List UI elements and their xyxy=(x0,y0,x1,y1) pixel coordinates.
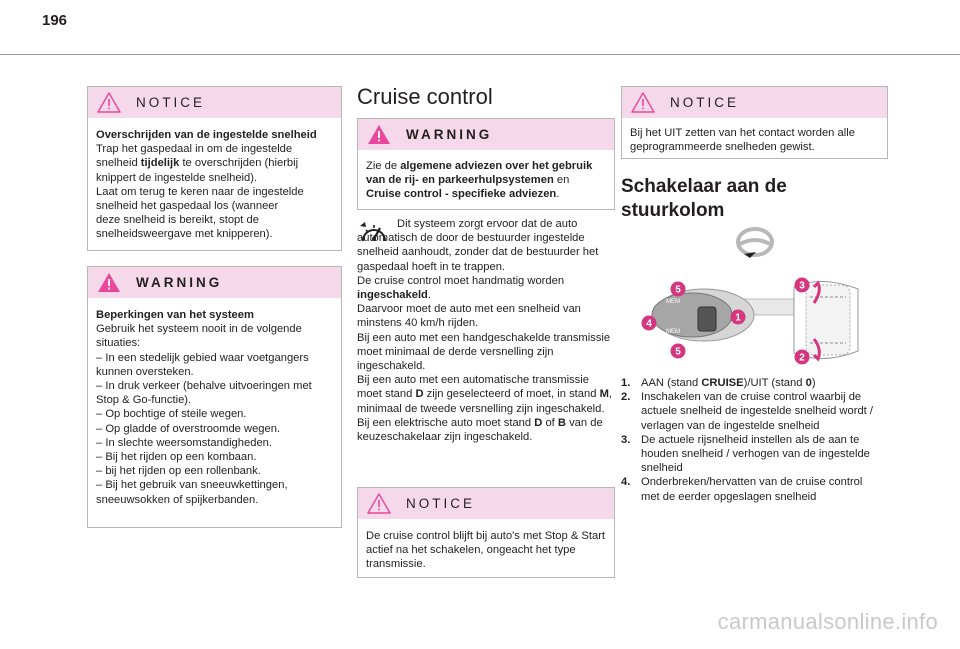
list-item: – In druk verkeer (behalve uitvoeringen met Stop & Go-functie). xyxy=(96,380,312,407)
item-text: Onderbreken/hervatten van de cruise control met de eerder opgeslagen snelheid xyxy=(641,476,863,503)
svg-text:5: 5 xyxy=(675,284,681,296)
list-item: – Op bochtige of steile wegen. xyxy=(96,408,247,421)
warning-triangle-icon xyxy=(367,124,391,145)
item-number: 2. xyxy=(621,391,631,404)
warning-triangle-icon xyxy=(97,272,121,293)
bold-text: B xyxy=(557,416,566,429)
text: en xyxy=(553,174,570,187)
callout-1 xyxy=(731,310,746,325)
text: , minimaal de tweede versnelling zijn ingeschakeld. xyxy=(357,388,612,415)
list-item: – Bij het rijden op een kombaan. xyxy=(96,451,257,464)
warning-header xyxy=(88,267,341,298)
bold-text: D xyxy=(415,388,424,401)
bold-text: Cruise control - specifieke adviezen xyxy=(366,188,557,201)
header-rule xyxy=(0,54,960,55)
warning-title: Beperkingen van het systeem xyxy=(96,309,254,321)
text-line: snelheidsweergave met knipperen). xyxy=(96,228,273,241)
list-item xyxy=(621,475,881,503)
switch-function-list xyxy=(621,376,881,504)
item-text: De actuele rijsnelheid instellen als de aan te houden snelheid / verhogen van de ingestelde snelheid xyxy=(641,433,870,475)
warning-header xyxy=(358,119,614,150)
item-number: 3. xyxy=(621,433,631,446)
text: De cruise control moet handmatig worden xyxy=(357,274,565,287)
paragraph xyxy=(357,373,613,416)
list-item: – In een stedelijk gebied waar voetgangers kunnen oversteken. xyxy=(96,351,309,378)
warning-intro: Gebruik het systeem nooit in de volgende situaties: xyxy=(96,323,302,350)
list-item: – Bij het gebruik van sneeuwkettingen, sneeuwsokken of spijkerbanden. xyxy=(96,479,288,506)
callout-4 xyxy=(642,316,657,331)
text: . xyxy=(427,289,431,302)
text: Zie de xyxy=(366,160,401,172)
bold-word: tijdelijk xyxy=(140,157,180,170)
lever-label-top: MEM xyxy=(666,299,680,305)
list-item xyxy=(621,390,881,433)
bold-text: D xyxy=(534,416,543,429)
text-line: te overschrijden (hierbij xyxy=(179,157,299,170)
page-number: 196 xyxy=(42,12,68,29)
item-number: 1. xyxy=(621,377,631,389)
warning-box-advice xyxy=(357,118,615,210)
steering-wheel-icon xyxy=(734,226,778,260)
text-line: Laat om terug te keren naar de ingestelde xyxy=(96,185,304,198)
section-title-switch xyxy=(621,175,787,223)
list-item: – bij het rijden op een rollenbank. xyxy=(96,465,261,478)
notice-header xyxy=(358,488,614,519)
bold-text: algemene adviezen over het gebruik van de rij- en parkeerhulpsystemen xyxy=(366,160,593,187)
paragraph xyxy=(357,416,613,444)
title-line: stuurkolom xyxy=(621,200,725,221)
title-line: Schakelaar aan de xyxy=(621,176,787,197)
item-text: AAN (stand CRUISE)/UIT (stand 0) xyxy=(641,377,816,389)
text: Bij een elektrische auto moet stand xyxy=(357,416,535,429)
notice-header xyxy=(622,87,887,118)
callout-5-top xyxy=(671,282,686,297)
text-line: snelheid het gaspedaal los (wanneer xyxy=(96,200,279,213)
warning-body xyxy=(88,298,341,517)
list-item xyxy=(621,376,881,390)
notice-triangle-icon xyxy=(97,92,121,113)
notice-box-speed xyxy=(87,86,342,251)
list-item: – Op gladde of overstroomde wegen. xyxy=(96,422,281,435)
paragraph: Dit systeem zorgt ervoor dat de auto automatisch de door de bestuurder ingestelde snelheid aanhoudt, zonder dat de bestuurder het gaspedaal hoeft in te trappen. xyxy=(357,218,599,273)
svg-text:3: 3 xyxy=(799,280,805,292)
notice-heading: NOTICE xyxy=(670,95,740,110)
warning-heading: WARNING xyxy=(136,275,223,290)
stalk-body xyxy=(652,293,732,337)
text: . xyxy=(556,188,560,201)
cruise-control-switch-illustration xyxy=(632,273,868,368)
notice-body xyxy=(88,118,341,252)
text-line: snelheid xyxy=(96,157,141,170)
item-text: Inschakelen van de cruise control waarbij de actuele snelheid de ingestelde snelheid wordt / verlagen van de ingestelde snelheid xyxy=(641,391,873,432)
bold-text: M xyxy=(599,388,609,401)
paragraph: Bij een auto met een handgeschakelde transmissie moet minimaal de derde versnelling zijn ingeschakeld. xyxy=(357,331,611,373)
lever-label-bottom: MEM xyxy=(666,329,680,335)
text: of xyxy=(542,416,558,429)
paragraph xyxy=(357,274,613,302)
notice-body: Bij het UIT zetten van het contact worden alle geprogrammeerde snelheden gewist. xyxy=(630,127,855,154)
svg-text:4: 4 xyxy=(646,318,652,330)
warning-body xyxy=(358,150,614,212)
notice-heading: NOTICE xyxy=(136,95,206,110)
paragraph: Daarvoor moet de auto met een snelheid van minstens 40 km/h rijden. xyxy=(357,303,581,330)
text-line: knippert de ingestelde snelheid). xyxy=(96,171,258,184)
section-title-cruise-control: Cruise control xyxy=(357,84,493,109)
callout-3 xyxy=(795,278,810,293)
callout-5-bottom xyxy=(671,344,686,359)
notice-triangle-icon xyxy=(367,493,391,514)
wheel-column xyxy=(806,285,850,355)
text-line: deze snelheid is bereikt, stopt de xyxy=(96,214,259,227)
text-line: Trap het gaspedaal in om de ingestelde xyxy=(96,143,293,156)
notice-triangle-icon xyxy=(631,92,655,113)
item-number: 4. xyxy=(621,476,631,489)
svg-text:2: 2 xyxy=(799,352,805,364)
list-item: – In slechte weersomstandigheden. xyxy=(96,436,273,449)
cruise-description xyxy=(357,217,613,444)
watermark: carmanualsonline.info xyxy=(717,609,938,634)
warning-heading: WARNING xyxy=(406,127,493,142)
text: Bij een auto met een automatische transmissie moet stand xyxy=(357,374,589,401)
svg-text:5: 5 xyxy=(675,346,681,358)
text: van de keuzeschakelaar zijn ingeschakeld. xyxy=(357,416,603,444)
notice-heading: NOTICE xyxy=(406,496,476,511)
notice-body: De cruise control blijft bij auto's met Stop & Start actief na het schakelen, ongeacht het type transmissie. xyxy=(366,530,606,571)
list-item xyxy=(621,433,881,476)
svg-text:1: 1 xyxy=(735,312,741,324)
notice-box-speeds-cleared xyxy=(621,86,888,159)
stalk-knob xyxy=(698,307,716,331)
text: zijn geselecteerd of moet, in stand xyxy=(423,388,600,401)
notice-header xyxy=(88,87,341,118)
notice-box-stop-start xyxy=(357,487,615,578)
bold-text: ingeschakeld xyxy=(357,289,428,302)
notice-title: Overschrijden van de ingestelde snelheid xyxy=(96,129,317,141)
callout-2 xyxy=(795,350,810,365)
warning-box-limitations xyxy=(87,266,342,528)
